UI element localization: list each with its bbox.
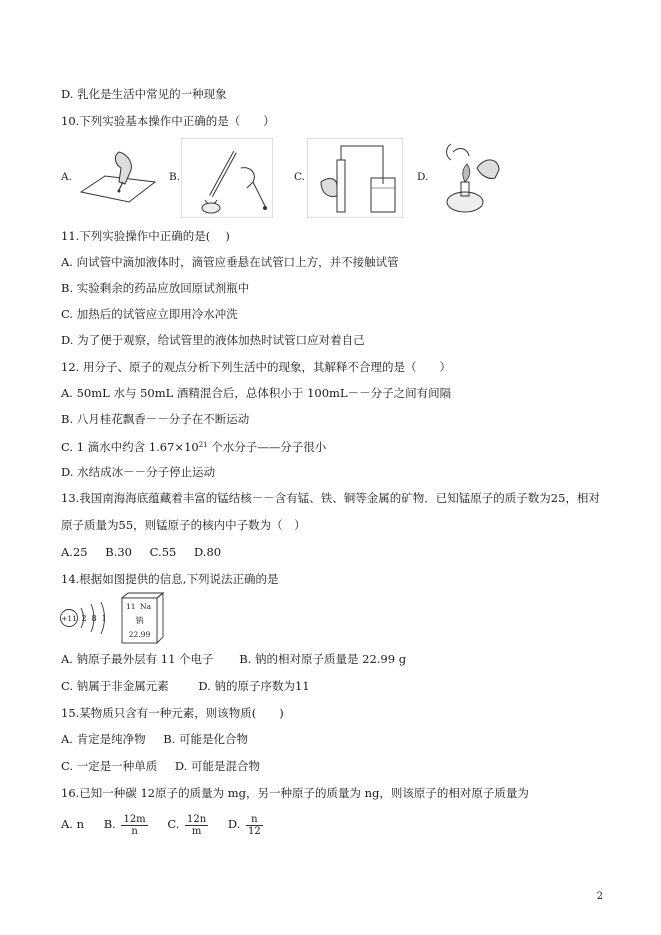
q16-option-c-fraction — [185, 814, 208, 837]
q14-option-c: C. 钠属于非金属元素 — [61, 679, 169, 693]
q13-stem-line2: 原子质量为55，则锰原子的核内中子数为（ ） — [61, 518, 306, 532]
q16-option-d-label: D. — [227, 817, 241, 831]
q10-label-d: D. — [417, 171, 429, 183]
q12-option-c-exponent: 21 — [198, 441, 208, 449]
q15-option-c: C. 一定是一种单质 — [61, 759, 158, 773]
q13-option-a: A.25 — [61, 545, 88, 559]
q16-option-c-numerator: 12n — [187, 813, 207, 825]
q15-option-a: A. 肯定是纯净物 — [61, 732, 146, 746]
q16-option-b-numerator: 12m — [123, 813, 146, 825]
q16-option-c-label: C. — [167, 817, 180, 831]
q11-option-d: D. 为了便于观察，给试管里的液体加热时试管口应对着自己 — [61, 333, 365, 347]
q12-stem: 12. 用分子、原子的观点分析下列生活中的现象，其解释不合理的是（ ） — [61, 360, 451, 374]
q11-option-a: A. 向试管中滴加液体时，滴管应垂悬在试管口上方，并不接触试管 — [61, 255, 399, 269]
q15-options-row2 — [61, 758, 260, 774]
q14-options-row1 — [61, 651, 406, 667]
q12-option-c — [61, 437, 326, 455]
q12-option-d: D. 水结成冰－－分子停止运动 — [61, 465, 216, 479]
q11-stem: 11.下列实验操作中正确的是( ) — [61, 229, 230, 243]
q14-options-row2 — [61, 678, 310, 694]
q16-option-b-denominator: n — [131, 825, 138, 837]
q14-card-number: 11 — [126, 602, 136, 611]
q12-option-c-prefix: C. 1 滴水中约含 1.67×10 — [61, 440, 199, 454]
q16-option-d-denominator: 12 — [247, 825, 261, 837]
q12-option-b: B. 八月桂花飘香－－分子在不断运动 — [61, 412, 250, 426]
q12-option-a: A. 50mL 水与 50mL 酒精混合后，总体积小于 100mL－－分子之间有间隔 — [61, 386, 452, 400]
q10-figures — [61, 138, 501, 220]
q14-option-a: A. 钠原子最外层有 11 个电子 — [61, 652, 214, 666]
q14-stem: 14.根据如图提供的信息,下列说法正确的是 — [61, 572, 279, 586]
q12-option-c-suffix: 个水分子——分子很小 — [207, 440, 327, 454]
q13-options — [61, 544, 221, 560]
q14-atom-shell-2: 8 — [91, 614, 97, 623]
q9-option-d: D. 乳化是生活中常见的一种现象 — [61, 87, 227, 101]
q16-option-b-label: B. — [103, 817, 116, 831]
q14-atom-shell-3: 1 — [101, 614, 107, 623]
q16-stem: 16.已知一种碳 12原子的质量为 mg，另一种原子的质量为 ng，则该原子的相对原子质量为 — [61, 786, 529, 800]
q14-atom-nucleus: +11 — [61, 614, 77, 623]
q16-options — [61, 812, 265, 837]
q10-label-b: B. — [169, 171, 181, 183]
q16-option-d-numerator: n — [246, 814, 263, 826]
q10-stem: 10.下列实验基本操作中正确的是（ ） — [61, 114, 275, 128]
q13-option-d: D.80 — [194, 545, 222, 559]
q16-option-b-fraction — [121, 814, 147, 837]
q10-figure-d-lighting-lamp — [433, 138, 503, 218]
q14-atom-structure-diagram — [58, 596, 114, 640]
q14-element-card — [118, 592, 164, 644]
q10-label-c: C. — [294, 171, 305, 183]
q16-option-d-fraction — [246, 814, 263, 837]
q11-option-b: B. 实验剩余的药品应放回原试剂瓶中 — [61, 281, 250, 295]
q10-label-a: A. — [61, 171, 72, 183]
q14-option-b: B. 钠的相对原子质量是 22.99 g — [239, 652, 407, 666]
q15-stem: 15.某物质只含有一种元素，则该物质( ) — [61, 706, 284, 720]
q14-card-symbol: Na — [140, 602, 152, 611]
page-number: 2 — [596, 891, 603, 902]
q11-option-c: C. 加热后的试管应立即用冷水冲洗 — [61, 307, 238, 321]
q10-figure-c-airtightness-check — [307, 138, 403, 218]
q10-figure-b-heating-tube — [181, 138, 273, 218]
q16-option-c-denominator: m — [191, 825, 202, 837]
q15-option-b: B. 可能是化合物 — [163, 732, 249, 746]
q15-option-d: D. 可能是混合物 — [174, 759, 260, 773]
q14-atom-shell-1: 2 — [81, 614, 87, 623]
q14-option-d: D. 钠的原子序数为11 — [198, 679, 310, 693]
q14-card-mass: 22.99 — [128, 630, 151, 639]
q13-option-b: B.30 — [105, 545, 132, 559]
q16-option-a: A. n — [61, 817, 85, 831]
q13-stem-line1: 13.我国南海海底蕴藏着丰富的锰结核－－含有锰、铁、铜等金属的矿物．已知锰原子的质子数为25，相对 — [61, 491, 600, 505]
q15-options-row1 — [61, 731, 248, 747]
q14-card-name: 钠 — [135, 616, 144, 625]
q13-option-c: C.55 — [149, 545, 177, 559]
q10-figure-a-dropper-on-paper — [75, 144, 157, 208]
